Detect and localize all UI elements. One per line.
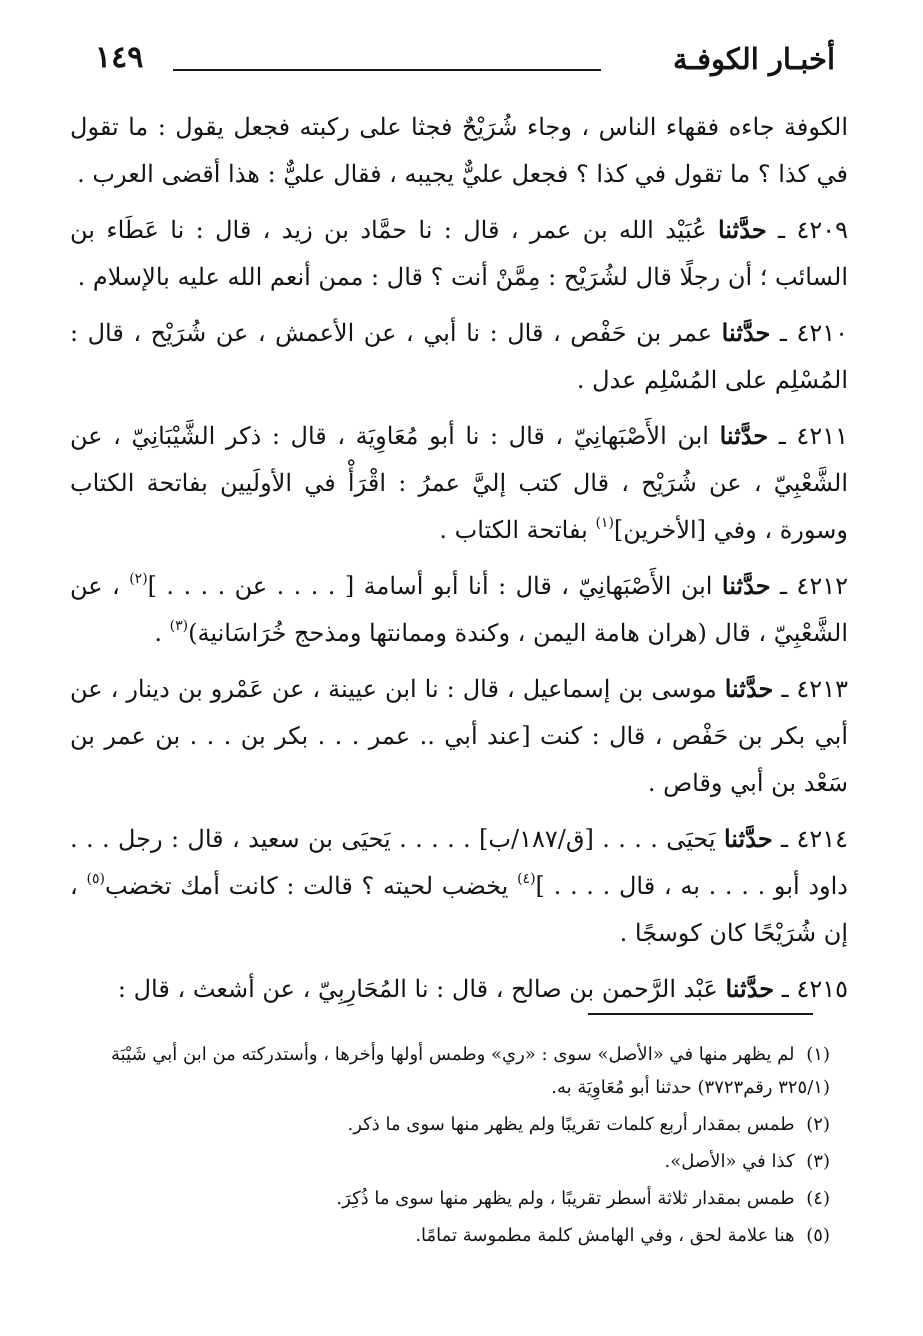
footnote-text: لم يظهر منها في «الأصل» سوى : «ري» وطمس أولها وأخرها ، وأستدركته من ابن أبي شَيْبَة (٣٢٥/١ رقم٣٧٢٣) حدثنا أبو مُعَاوِيَة به. — [110, 1044, 830, 1098]
hadith-text: موسى بن إسماعيل ، قال : نا ابن عيينة ، عن عَمْرو بن دينار ، عن أبي بكر بن حَفْص ، قال : كنت [عند أبي .. عمر . . . بكر بن . . . بن عمر بن سَعْد بن أبي وقاص . — [70, 675, 848, 797]
narration-formula: حدَّثنا — [724, 674, 774, 703]
hadith-number: ٤٢١٠ — [796, 319, 849, 347]
hadith-text-end: . — [154, 619, 162, 647]
footnote-text: هنا علامة لحق ، وفي الهامش كلمة مطموسة تمامًا. — [415, 1225, 795, 1246]
page-number: ١٤٩ — [95, 40, 144, 75]
footnote-2 — [70, 1108, 830, 1141]
footnote-text: طمس بمقدار ثلاثة أسطر تقريبًا ، ولم يظهر منها سوى ما ذُكِرَ. — [336, 1188, 795, 1209]
footnote-text: طمس بمقدار أربع كلمات تقريبًا ولم يظهر منها سوى ما ذكر. — [347, 1114, 795, 1135]
main-text — [70, 104, 848, 1021]
footnote-4 — [70, 1182, 830, 1215]
footnote-number: (٣) — [806, 1151, 830, 1172]
hadith-text-continued: بفاتحة الكتاب . — [439, 516, 588, 544]
narration-formula: حدَّثنا — [721, 318, 771, 347]
narration-formula: حدَّثنا — [719, 421, 769, 450]
footnote-marker[interactable]: (٢) — [129, 571, 148, 587]
narration-formula: حدَّثنا — [723, 824, 773, 853]
footnote-marker[interactable]: (١) — [595, 515, 614, 531]
hadith-4215: ٤٢١٥ ـ حدَّثنا عَبْد الرَّحمن بن صالح ، قال : نا المُحَارِبِيّ ، عن أشعث ، قال : — [117, 974, 848, 1003]
footnote-number: (١) — [806, 1044, 830, 1065]
hadith-number: ٤٢٠٩ — [796, 216, 848, 244]
header-rule — [173, 69, 601, 71]
hadith-text: عُبَيْد الله بن عمر ، قال : نا حمَّاد بن زيد ، قال : نا عَطَاء بن السائب ؛ أن رجلًا قال لشُرَيْح : مِمَّنْ أنت ؟ قال : ممن أنعم الله عليه بالإسلام . — [70, 216, 848, 291]
hadith-4209: ٤٢٠٩ ـ حدَّثنا عُبَيْد الله بن عمر ، قال : نا حمَّاد بن زيد ، قال : نا عَطَاء بن السائب ؛ أن رجلًا قال لشُرَيْح : مِمَّنْ أنت ؟ قال : ممن أنعم الله عليه بالإسلام . — [70, 215, 848, 291]
footnote-number: (٥) — [806, 1225, 830, 1246]
hadith-4214: ٤٢١٤ ـ حدَّثنا يَحيَى . . . . [ق/١٨٧/ب] . . . . . يَحيَى بن سعيد ، قال : رجل . . . داود أبو . . . . به ، قال . . . . ]$^{(٤)}$ يخضب لحيته ؟ قالت : كانت أمك تخضب$^{(٥)}$ ، إن شُرَيْحًا كان كوسجًا . — [70, 824, 848, 947]
hadith-text-continued: يخضب لحيته ؟ قالت : كانت أمك تخضب — [104, 872, 509, 900]
hadith-number: ٤٢١٥ — [796, 975, 848, 1003]
hadith-number: ٤٢١١ — [796, 422, 848, 450]
footnote-marker[interactable]: (٥) — [86, 871, 105, 887]
running-title: أخبـار الكوفـة — [673, 42, 835, 76]
hadith-text: ابن الأَصْبَهانِيّ ، قال : أنا أبو أسامة [ . . . . عن . . . . ] — [147, 572, 713, 600]
footnote-3 — [70, 1145, 830, 1178]
hadith-text: يَحيَى . . . . [ق/١٨٧/ب] . . . . . يَحيَى بن سعيد ، قال : رجل . . . داود أبو . . . . به ، قال . . . . ] — [70, 825, 848, 900]
hadith-4210: ٤٢١٠ ـ حدَّثنا عمر بن حَفْص ، قال : نا أبي ، عن الأعمش ، عن شُرَيْح ، قال : المُسْلِم على المُسْلِم عدل . — [70, 318, 849, 394]
narration-formula: حدَّثنا — [721, 571, 771, 600]
paragraph-text: الكوفة جاءه فقهاء الناس ، وجاء شُرَيْحٌ فجثا على ركبته فجعل يقول : ما تقول في كذا ؟ ما تقول في كذا ؟ فجعل عليٌّ يجيبه ، فقال عليٌّ : هذا أقضى العرب . — [70, 113, 848, 188]
page-header — [95, 38, 835, 86]
footnote-5 — [70, 1219, 830, 1252]
footnote-text: كذا في «الأصل». — [664, 1151, 795, 1172]
hadith-number: ٤٢١٣ — [796, 675, 848, 703]
footnote-number: (٤) — [806, 1188, 830, 1209]
footnote-number: (٢) — [806, 1114, 830, 1135]
hadith-4211: ٤٢١١ ـ حدَّثنا ابن الأَصْبَهانِيّ ، قال : نا أبو مُعَاوِيَة ، قال : ذكر الشَّيْبَانِيّ ، عن الشَّعْبِيّ ، عن شُرَيْح ، قال كتب إليَّ عمرُ : اقْرَأْ في الأولَيين بفاتحة الكتاب وسورة ، وفي [الأخرين]$^{(١)}$ بفاتحة الكتاب . — [70, 421, 848, 544]
narration-formula: حدَّثنا — [717, 215, 767, 244]
footnote-marker[interactable]: (٤) — [517, 871, 536, 887]
paragraph-intro — [70, 104, 848, 198]
hadith-number: ٤٢١٢ — [796, 572, 848, 600]
narration-formula: حدَّثنا — [725, 974, 775, 1003]
footnote-1 — [70, 1038, 830, 1104]
hadith-text: ابن الأَصْبَهانِيّ ، قال : نا أبو مُعَاوِيَة ، قال : ذكر الشَّيْبَانِيّ ، عن الشَّعْبِيّ ، عن شُرَيْح ، قال كتب إليَّ عمرُ : اقْرَأْ في الأولَيين بفاتحة الكتاب وسورة ، وفي [الأخرين] — [70, 422, 848, 544]
hadith-number: ٤٢١٤ — [796, 825, 848, 853]
footnote-separator — [588, 1013, 813, 1015]
hadith-text: عَبْد الرَّحمن بن صالح ، قال : نا المُحَارِبِيّ ، عن أشعث ، قال : — [117, 975, 718, 1003]
hadith-4212: ٤٢١٢ ـ حدَّثنا ابن الأَصْبَهانِيّ ، قال : أنا أبو أسامة [ . . . . عن . . . . ]$^{(٢)}$ ، عن الشَّعْبِيّ ، قال (هران هامة اليمن ، وكندة وممانتها ومذحج خُرَاسَانية)$^{(٣)}$ . — [70, 571, 848, 647]
hadith-text-end: ، إن شُرَيْحًا كان كوسجًا . — [70, 872, 848, 947]
hadith-text: عمر بن حَفْص ، قال : نا أبي ، عن الأعمش ، عن شُرَيْح ، قال : المُسْلِم على المُسْلِم عدل . — [70, 319, 848, 394]
hadith-text-continued: ، عن الشَّعْبِيّ ، قال (هران هامة اليمن ، وكندة وممانتها ومذحج خُرَاسَانية) — [70, 572, 848, 647]
hadith-4213: ٤٢١٣ ـ حدَّثنا موسى بن إسماعيل ، قال : نا ابن عيينة ، عن عَمْرو بن دينار ، عن أبي بكر بن حَفْص ، قال : كنت [عند أبي .. عمر . . . بكر بن . . . بن عمر بن سَعْد بن أبي وقاص . — [70, 674, 848, 797]
footnote-marker[interactable]: (٣) — [169, 618, 189, 634]
footnotes — [70, 1038, 830, 1256]
